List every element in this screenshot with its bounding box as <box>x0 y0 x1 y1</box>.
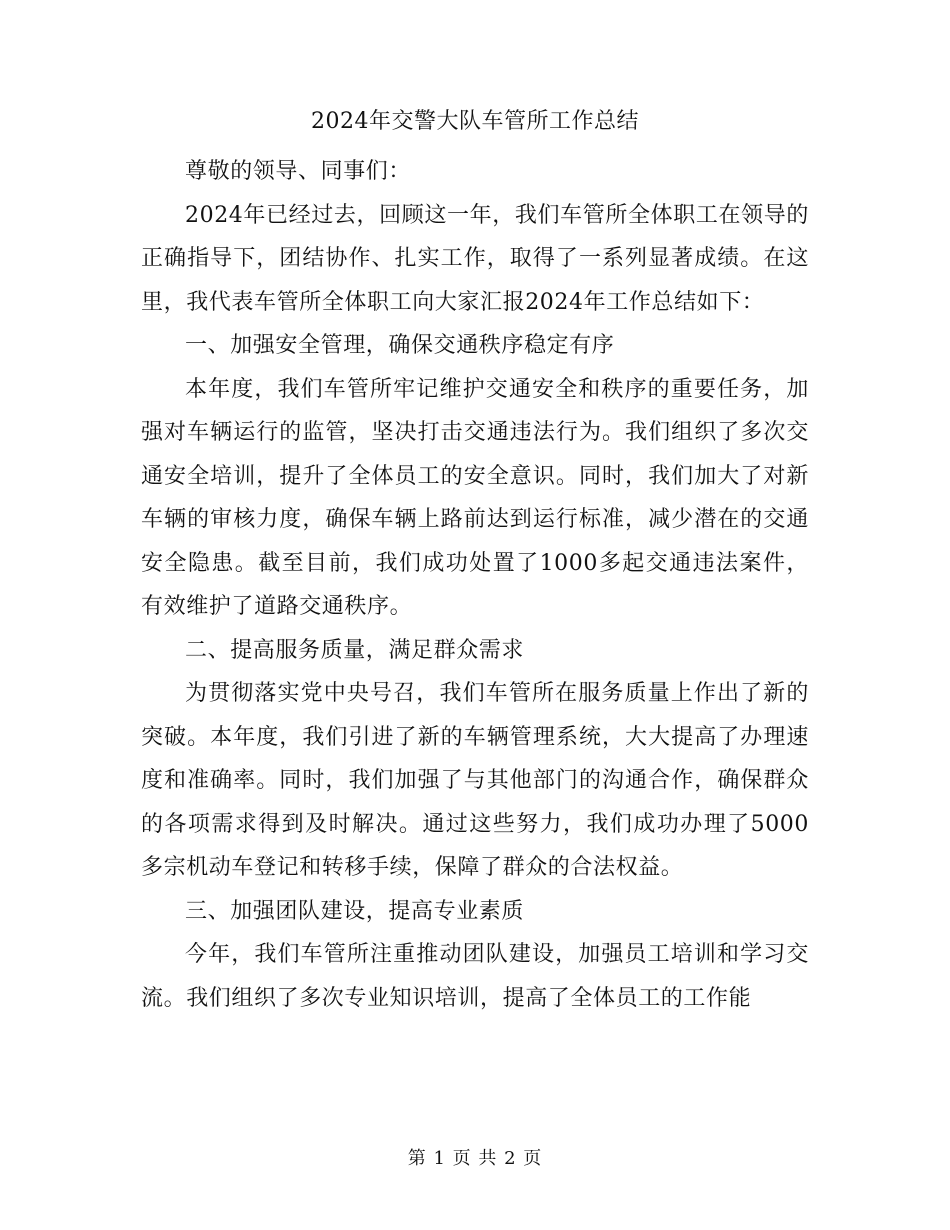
intro-paragraph: 2024年已经过去，回顾这一年，我们车管所全体职工在领导的正确指导下，团结协作、扎实工作，取得了一系列显著成绩。在这里，我代表车管所全体职工向大家汇报2024年工作总结如下： <box>141 202 809 315</box>
section-paragraph-1: 本年度，我们车管所牢记维护交通安全和秩序的重要任务，加强对车辆运行的监管，坚决打击交通违法行为。我们组织了多次交通安全培训，提升了全体员工的安全意识。同时，我们加大了对新车辆的审核力度，确保车辆上路前达到运行标准，减少潜在的交通安全隐患。截至目前，我们成功处置了1000多起交通违法案件，有效维护了道路交通秩序。 <box>141 376 809 619</box>
section-heading-3: 三、加强团队建设，提高专业素质 <box>185 898 525 924</box>
section-heading-1: 一、加强安全管理，确保交通秩序稳定有序 <box>185 333 615 358</box>
page-footer: 第 1 页 共 2 页 <box>407 1148 543 1169</box>
section-paragraph-2: 为贯彻落实党中央号召，我们车管所在服务质量上作出了新的突破。本年度，我们引进了新的车辆管理系统，大大提高了办理速度和准确率。同时，我们加强了与其他部门的沟通合作，确保群众的各项需求得到及时解决。通过这些努力，我们成功办理了5000多宗机动车登记和转移手续，保障了群众的合法权益。 <box>141 681 809 880</box>
document-body <box>141 150 809 1020</box>
document-title: 2024年交警大队车管所工作总结 <box>311 109 639 134</box>
salutation: 尊敬的领导、同事们： <box>185 159 412 184</box>
section-paragraph-3: 今年，我们车管所注重推动团队建设，加强员工培训和学习交流。我们组织了多次专业知识培训，提高了全体员工的工作能 <box>141 942 809 1011</box>
section-heading-2: 二、提高服务质量，满足群众需求 <box>185 637 525 663</box>
